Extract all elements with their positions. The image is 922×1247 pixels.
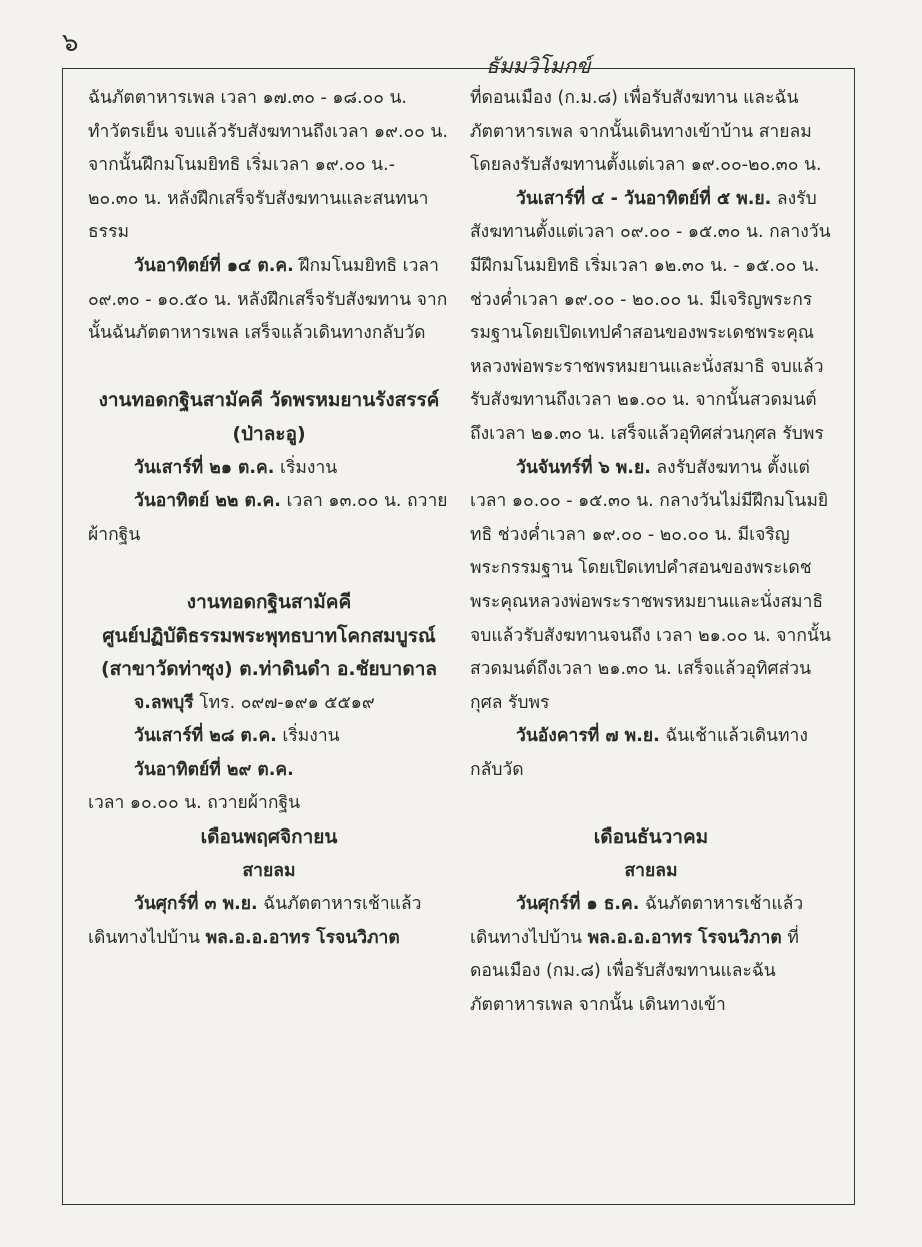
contact-line bbox=[88, 687, 450, 721]
date-label: วันเสาร์ที่ ๒๑ ต.ค. bbox=[134, 457, 275, 478]
left-paragraph-7 bbox=[88, 888, 450, 955]
left-paragraph-5 bbox=[88, 720, 450, 754]
date-label: วันศุกร์ที่ ๓ พ.ย. bbox=[134, 894, 258, 915]
date-label: วันอาทิตย์ ๒๒ ต.ค. bbox=[134, 491, 281, 512]
left-column bbox=[88, 82, 450, 955]
page-number: ๖ bbox=[62, 28, 79, 58]
paragraph-text: เวลา ๑๓.๐๐ น. ถวายผ้ากฐิน bbox=[88, 491, 448, 545]
date-label: วันอาทิตย์ที่ ๑๔ ต.ค. bbox=[134, 255, 294, 276]
paragraph-text: เริ่มงาน bbox=[276, 726, 340, 747]
paragraph-text: เริ่มงาน bbox=[274, 457, 338, 478]
section-heading: งานทอดกฐินสามัคคี bbox=[186, 590, 352, 613]
right-paragraph-5 bbox=[470, 888, 832, 1022]
date-label: วันศุกร์ที่ ๑ ธ.ค. bbox=[516, 894, 640, 915]
section-heading-line: ศูนย์ปฏิบัติธรรมพระพุทธบาทโคกสมบูรณ์ bbox=[102, 624, 436, 647]
date-label: วันอังคารที่ ๗ พ.ย. bbox=[516, 726, 660, 747]
left-paragraph-6 bbox=[88, 754, 450, 788]
paragraph-text: ที่ดอนเมือง (กม.๘) เพื่อรับสังฆทานและฉันภัตตาหารเพล จากนั้น เดินทางเข้า bbox=[470, 927, 799, 1016]
phone-text: โทร. ๐๙๗-๑๙๑ ๕๕๑๙ bbox=[193, 692, 375, 713]
location-heading: สายลม bbox=[624, 860, 678, 881]
right-paragraph-2 bbox=[470, 183, 832, 452]
paragraph-text: ฉันภัตตาหารเช้าแล้ว เดินทางไปบ้าน bbox=[88, 894, 422, 948]
left-paragraph-3 bbox=[88, 452, 450, 486]
date-label: วันเสาร์ที่ ๔ - วันอาทิตย์ที่ ๕ พ.ย. bbox=[516, 188, 772, 209]
date-label: วันเสาร์ที่ ๒๘ ต.ค. bbox=[134, 726, 277, 747]
date-label: วันอาทิตย์ที่ ๒๙ ต.ค. bbox=[134, 759, 294, 780]
paragraph-text: ฉันภัตตาหารเช้าแล้วเดินทางไปบ้าน bbox=[470, 894, 804, 948]
right-paragraph-3 bbox=[470, 452, 832, 721]
right-paragraph-4 bbox=[470, 720, 832, 787]
section-heading-sub: (ป่าละอู) bbox=[232, 422, 306, 445]
spacer bbox=[88, 552, 450, 586]
left-paragraph-1: ฉันภัตตาหารเพล เวลา ๑๗.๓๐ - ๑๘.๐๐ น. ทำวัตรเย็น จบแล้วรับสังฆทานถึงเวลา ๑๙.๐๐ น. จากนั้นฝึกมโนมยิทธิ เริ่มเวลา ๑๙.๐๐ น.- ๒๐.๓๐ น. หลังฝึกเสร็จรับสังฆทานและสนทนาธรรม bbox=[88, 88, 448, 243]
location-heading: สายลม bbox=[242, 860, 296, 881]
paragraph-text: ฉันเช้าแล้วเดินทางกลับวัด bbox=[470, 726, 808, 780]
paragraph-text: ฝึกมโนมยิทธิ เวลา ๐๙.๓๐ - ๑๐.๕๐ น. หลังฝึกเสร็จรับสังฆทาน จากนั้นฉันภัตตาหารเพล เสร็จแล้วเดินทางกลับวัด bbox=[88, 255, 448, 344]
left-paragraph-2 bbox=[88, 250, 450, 351]
person-name: พล.อ.อ.อาทร โรจนวิภาต bbox=[205, 927, 400, 948]
right-paragraph-1: ที่ดอนเมือง (ก.ม.๘) เพื่อรับสังฆทาน และฉันภัตตาหารเพล จากนั้นเดินทางเข้าบ้าน สายลมโดยลงรับสังฆทานตั้งแต่เวลา ๑๙.๐๐-๒๐.๓๐ น. bbox=[470, 88, 822, 176]
person-name: พล.อ.อ.อาทร โรจนวิภาต bbox=[587, 927, 782, 948]
paragraph-text: ลงรับสังฆทาน ตั้งแต่เวลา ๑๐.๐๐ - ๑๕.๓๐ น. กลางวันไม่มีฝึกมโนมยิทธิ ช่วงค่ำเวลา ๑๙.๐๐ - ๒๐.๐๐ น. มีเจริญพระกรรมฐาน โดยเปิดเทปคำสอนของพระเดชพระคุณหลวงพ่อพระราชพรหมยานและนั่งสมาธิ จบแล้วรับสังฆทานจนถึง เวลา ๒๑.๐๐ น. จากนั้นสวดมนต์ถึงเวลา ๒๑.๓๐ น. เสร็จแล้วอุทิศส่วนกุศล รับพร bbox=[470, 457, 831, 713]
province-label: จ.ลพบุรี bbox=[134, 692, 194, 713]
date-label: วันจันทร์ที่ ๖ พ.ย. bbox=[516, 457, 651, 478]
running-head: ธัมมวิโมกข์ bbox=[486, 54, 591, 78]
paragraph-text: ลงรับสังฆทานตั้งแต่เวลา ๐๙.๐๐ - ๑๕.๓๐ น. กลางวัน มีฝึกมโนมยิทธิ เริ่มเวลา ๑๒.๓๐ น. - ๑๕.๐๐ น. ช่วงค่ำเวลา ๑๙.๐๐ - ๒๐.๐๐ น. มีเจริญพระกรรมฐานโดยเปิดเทปคำสอนของพระเดชพระคุณหลวงพ่อพระราชพรหมยานและนั่งสมาธิ จบแล้วรับสังฆทานถึงเวลา ๒๑.๐๐ น. จากนั้นสวดมนต์ ถึงเวลา ๒๑.๓๐ น. เสร็จแล้วอุทิศส่วนกุศล รับพร bbox=[470, 188, 831, 444]
month-heading: เดือนพฤศจิกายน bbox=[200, 826, 338, 849]
spacer bbox=[470, 787, 832, 821]
right-column bbox=[470, 82, 832, 1023]
left-paragraph-6-text: เวลา ๑๐.๐๐ น. ถวายผ้ากฐิน bbox=[88, 793, 301, 814]
left-paragraph-4 bbox=[88, 485, 450, 552]
month-heading: เดือนธันวาคม bbox=[593, 826, 709, 849]
section-heading: งานทอดกฐินสามัคคี วัดพรหมยานรังสรรค์ bbox=[98, 389, 440, 412]
spacer bbox=[88, 351, 450, 385]
section-heading-line: (สาขาวัดท่าซุง) ต.ท่าดินดำ อ.ชัยบาดาล bbox=[100, 658, 438, 681]
